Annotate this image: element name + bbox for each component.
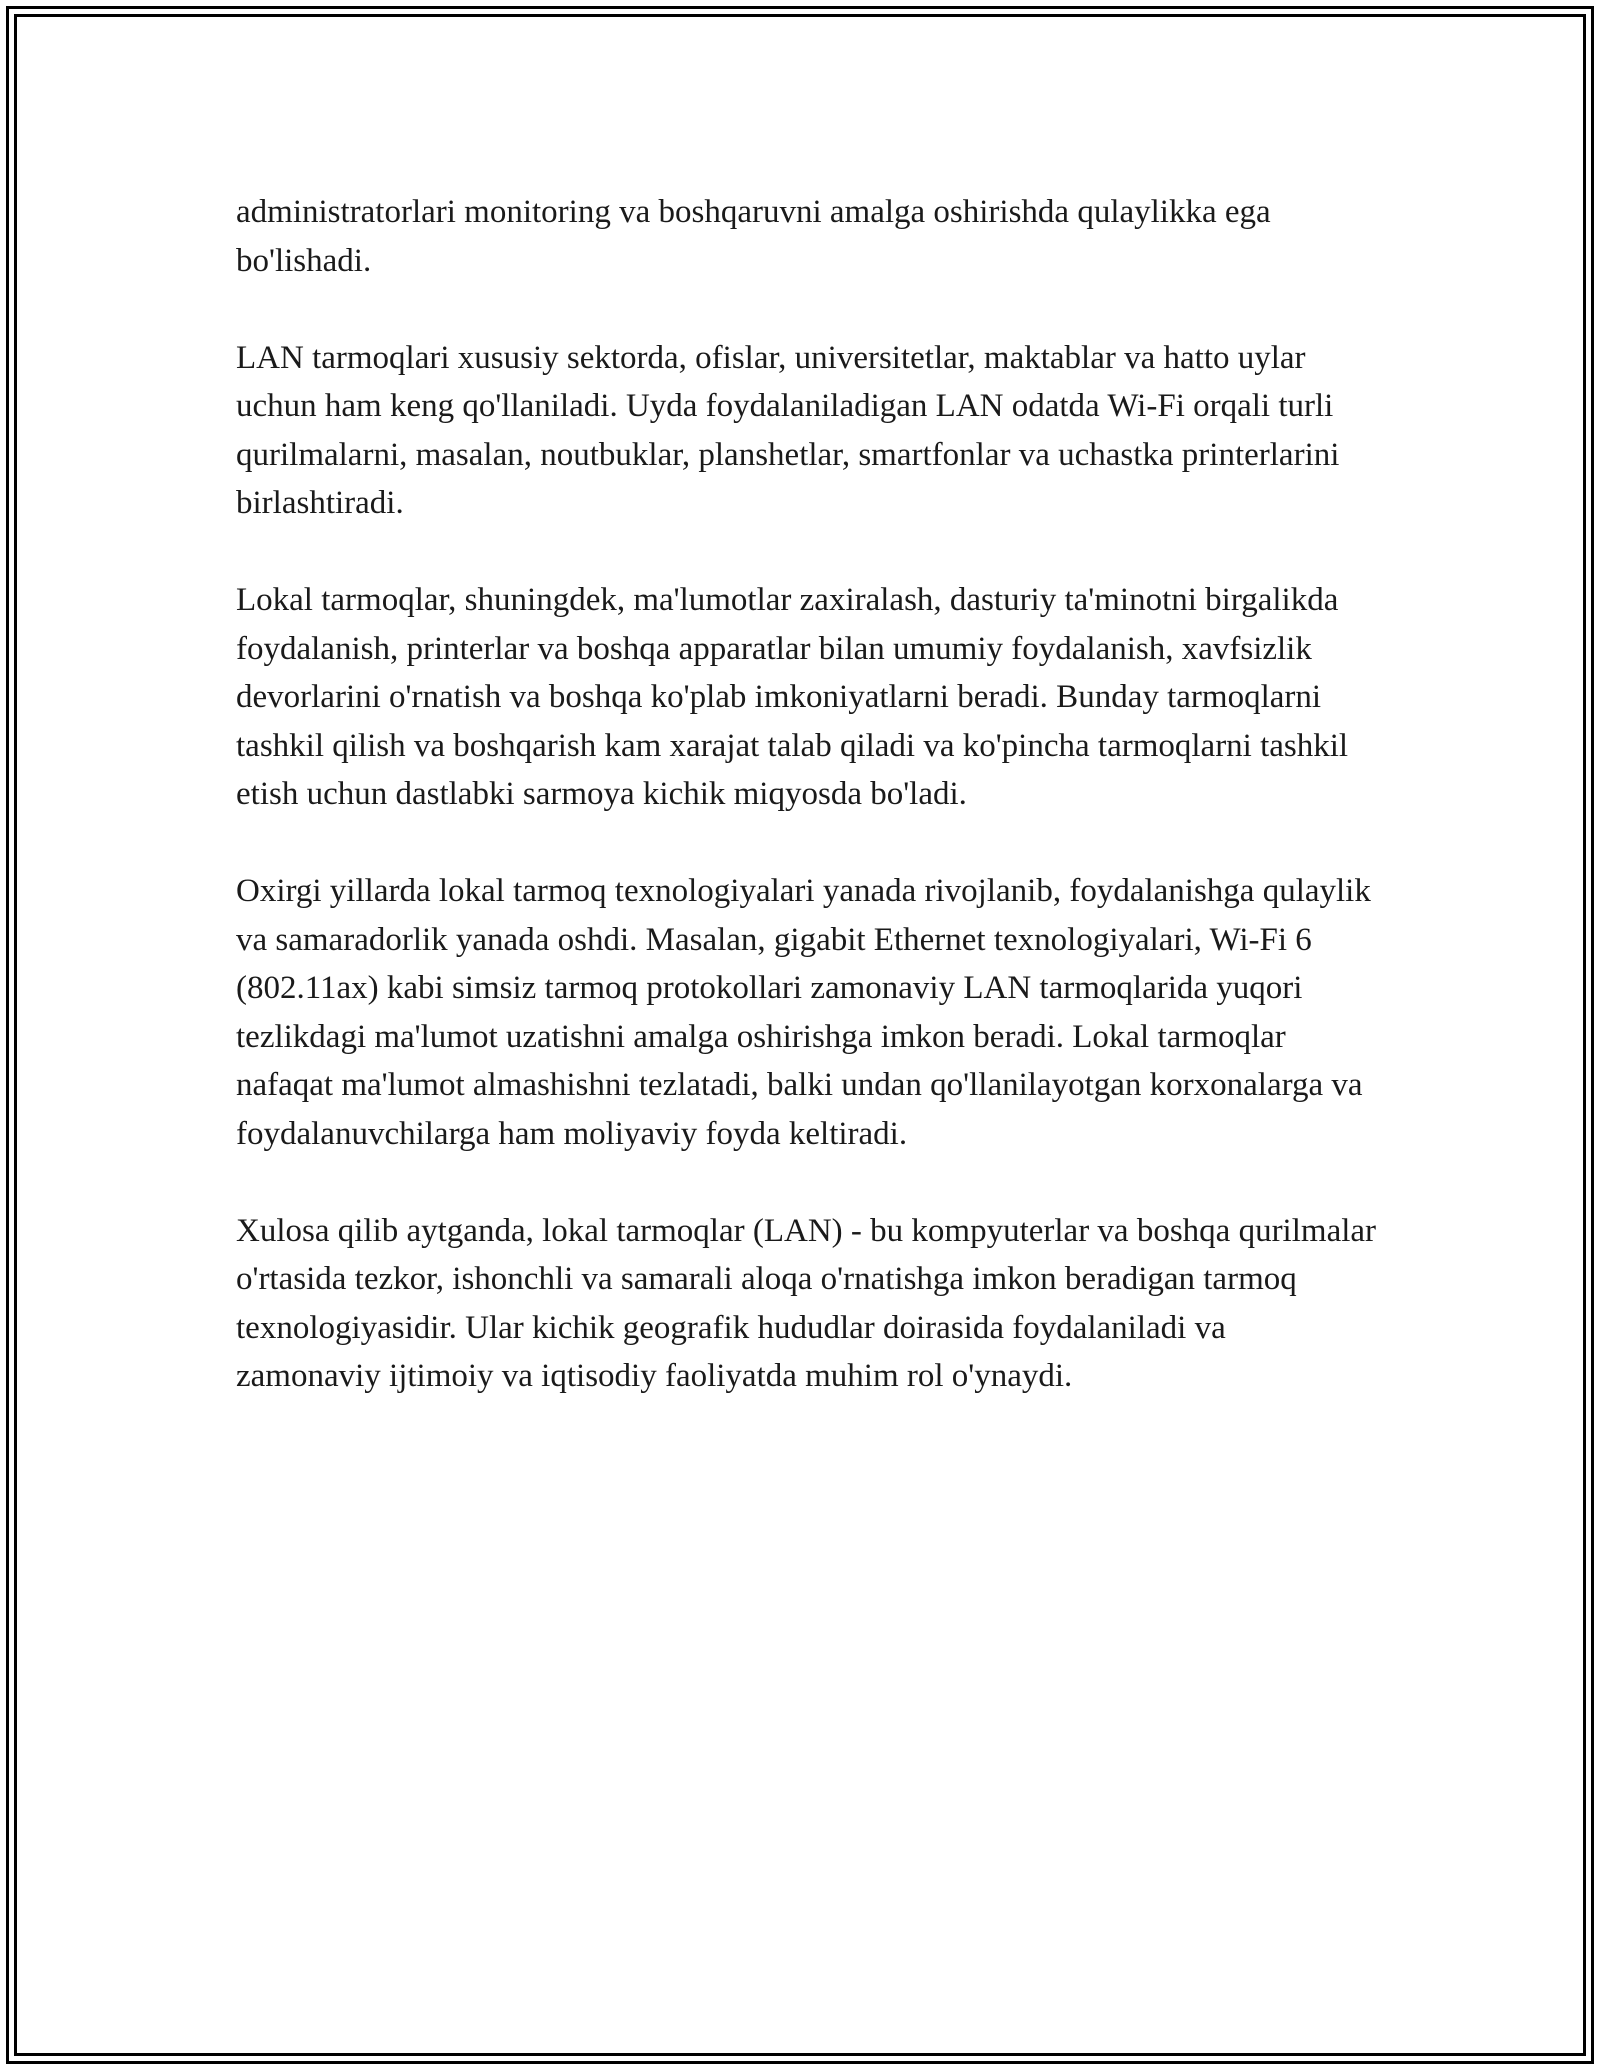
paragraph-5: Xulosa qilib aytganda, lokal tarmoqlar (LAN) - bu kompyuterlar va boshqa qurilmalar o'rtasida tezkor, ishonchli va samarali aloqa o'rnatishga imkon beradigan tarmoq texnologiyasidir. Ular kichik geografik hududlar doirasida foydalaniladi va zamonaviy ijtimoiy va iqtisodiy faoliyatda muhim rol o'ynaydi. <box>236 1212 1377 1394</box>
document-body <box>236 188 1376 1401</box>
paragraph-2: LAN tarmoqlari xususiy sektorda, ofislar, universitetlar, maktablar va hatto uylar uchun ham keng qo'llaniladi. Uyda foydalaniladigan LAN odatda Wi-Fi orqali turli qurilmalarni, masalan, noutbuklar, planshetlar, smartfonlar va uchastka printerlarini birlashtiradi. <box>236 339 1340 521</box>
paragraph-1: administratorlari monitoring va boshqaruvni amalga oshirishda qulaylikka ega bo'lishadi. <box>236 194 1271 279</box>
paragraph-3: Lokal tarmoqlar, shuningdek, ma'lumotlar zaxiralash, dasturiy ta'minotni birgalikda foydalanish, printerlar va boshqa apparatlar bilan umumiy foydalanish, xavfsizlik devorlarini o'rnatish va boshqa ko'plab imkoniyatlarni beradi. Bunday tarmoqlarni tashkil qilish va boshqarish kam xarajat talab qiladi va ko'pincha tarmoqlarni tashkil etish uchun dastlabki sarmoya kichik miqyosda bo'ladi. <box>236 582 1349 812</box>
paragraph-4: Oxirgi yillarda lokal tarmoq texnologiyalari yanada rivojlanib, foydalanishga qulaylik va samaradorlik yanada oshdi. Masalan, gigabit Ethernet texnologiyalari, Wi-Fi 6 (802.11ax) kabi simsiz tarmoq protokollari zamonaviy LAN tarmoqlarida yuqori tezlikdagi ma'lumot uzatishni amalga oshirishga imkon beradi. Lokal tarmoqlar nafaqat ma'lumot almashishni tezlatadi, balki undan qo'llanilayotgan korxonalarga va foydalanuvchilarga ham moliyaviy foyda keltiradi. <box>236 873 1371 1152</box>
